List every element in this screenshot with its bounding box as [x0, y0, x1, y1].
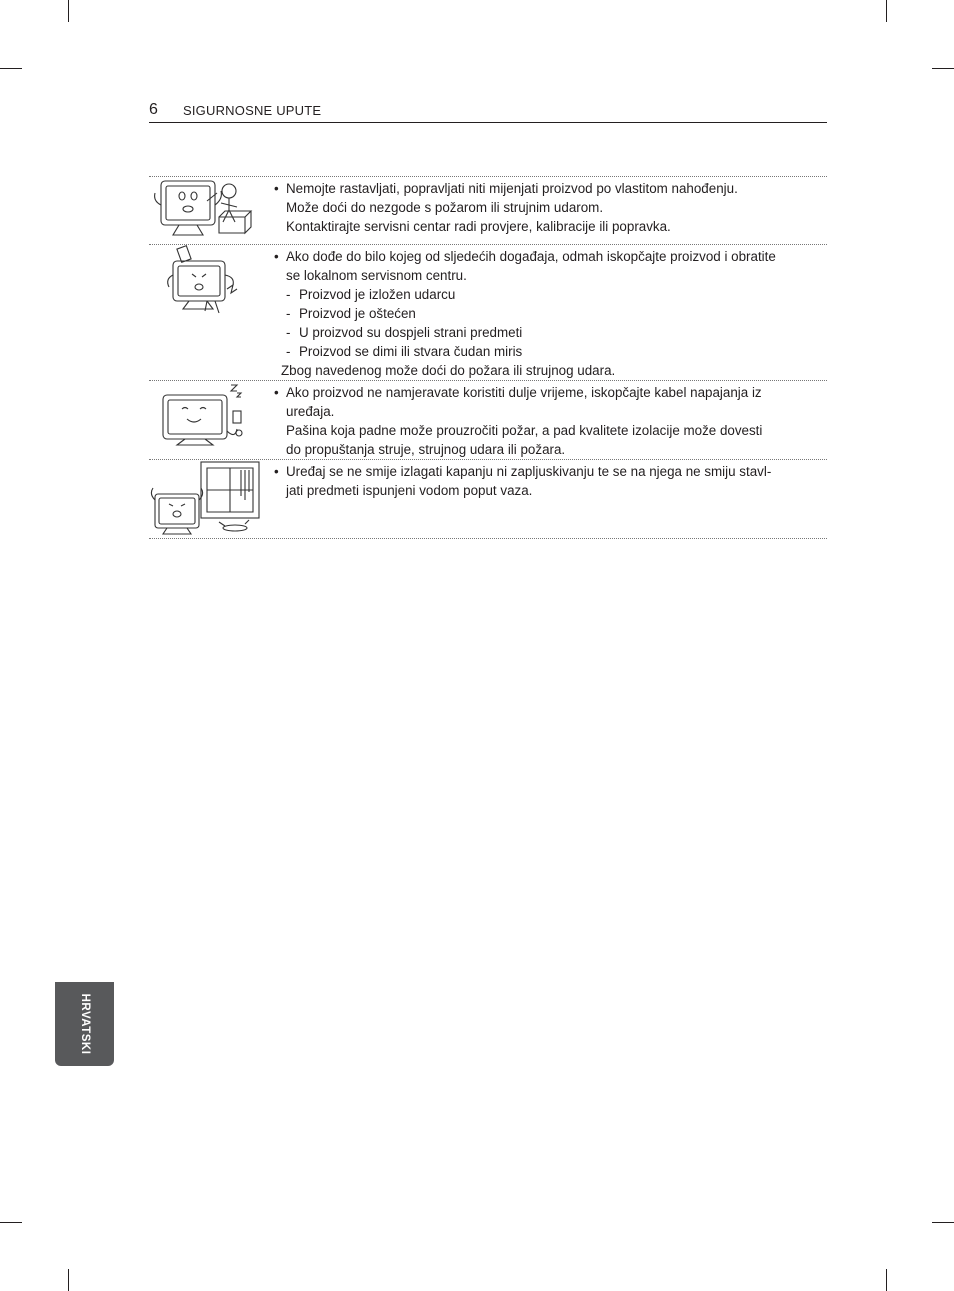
list-item — [269, 179, 817, 236]
safety-row-unplug — [149, 381, 827, 460]
crop-mark — [68, 0, 69, 22]
page-header — [149, 100, 827, 123]
crop-mark — [932, 1222, 954, 1223]
text-line: uređaja. — [286, 404, 335, 419]
text-line: Pašina koja padne može prouzročiti požar, a pad kvalitete izolacije može dovesti — [286, 423, 763, 438]
sub-list-item: - Proizvod je oštećen — [269, 304, 817, 323]
tv-damaged-icon — [149, 245, 267, 315]
text-line: jati predmeti ispunjeni vodom poput vaza. — [286, 483, 533, 498]
warning-note: Zbog navedenog može doći do požara ili strujnog udara. — [281, 363, 616, 378]
list-item — [269, 383, 817, 459]
list-item — [269, 247, 817, 285]
language-tab-label: HRVATSKI — [78, 993, 91, 1055]
text-line: • Ako dođe do bilo kojeg od sljedećih događaja, odmah iskopčajte proizvod i obratite — [286, 249, 776, 264]
safety-row-damage — [149, 245, 827, 381]
safety-row-water — [149, 460, 827, 539]
text-line: do propuštanja struje, strujnog udara ili požara. — [286, 442, 566, 457]
safety-text — [269, 177, 827, 239]
list-item — [269, 462, 817, 500]
crop-mark — [0, 1222, 22, 1223]
tv-disassembly-icon — [149, 177, 267, 244]
safety-text — [269, 460, 827, 503]
crop-mark — [0, 68, 22, 69]
safety-table — [149, 176, 827, 539]
safety-text — [269, 381, 827, 462]
text-line: • Nemojte rastavljati, popravljati niti mijenjati proizvod po vlastitom nahođenju. — [286, 181, 738, 196]
section-title: SIGURNOSNE UPUTE — [183, 103, 322, 118]
sub-list-item: - U proizvod su dospjeli strani predmeti — [269, 323, 817, 342]
page-number: 6 — [149, 101, 158, 118]
tv-unplugged-icon — [149, 381, 267, 459]
sub-list-item: - Proizvod se dimi ili stvara čudan miris — [269, 342, 817, 361]
crop-mark — [932, 68, 954, 69]
safety-text — [269, 245, 827, 383]
text-line: se lokalnom servisnom centru. — [286, 268, 467, 283]
text-line: Može doći do nezgode s požarom ili strujnim udarom. — [286, 200, 604, 215]
sub-list-item: - Proizvod je izložen udarcu — [269, 285, 817, 304]
crop-mark — [886, 1269, 887, 1291]
crop-mark — [68, 1269, 69, 1291]
text-line: • Uređaj se ne smije izlagati kapanju ni zapljuskivanju te se na njega ne smiju stavl- — [286, 464, 772, 479]
crop-mark — [886, 0, 887, 22]
tv-water-icon — [149, 460, 267, 538]
language-tab — [55, 982, 114, 1066]
safety-row-disassembly — [149, 177, 827, 245]
text-line: Kontaktirajte servisni centar radi provjere, kalibracije ili popravka. — [286, 219, 671, 234]
text-line: • Ako proizvod ne namjeravate koristiti dulje vrijeme, iskopčajte kabel napajanja iz — [286, 385, 762, 400]
